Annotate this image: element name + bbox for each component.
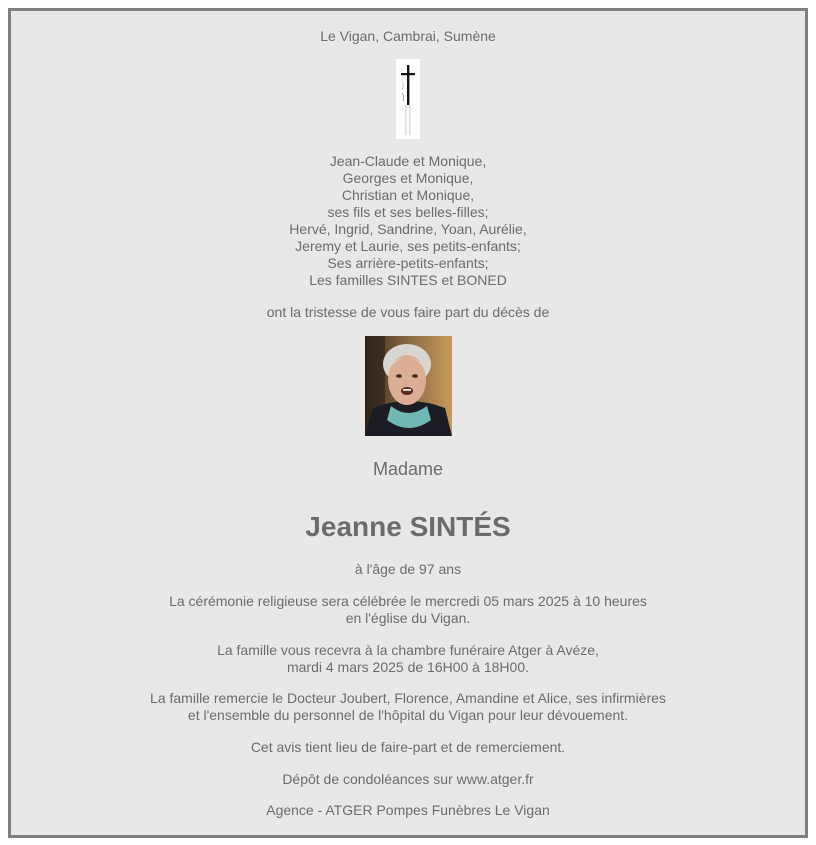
thanks-line: et l'ensemble du personnel de l'hôpital du Vigan pour leur dévouement. <box>187 707 629 723</box>
agency-text: Agence - ATGER Pompes Funèbres Le Vigan <box>266 802 550 818</box>
announcement: ont la tristesse de vous faire part du décès de <box>266 304 550 320</box>
cross-icon <box>396 59 420 139</box>
family-line: Hervé, Ingrid, Sandrine, Yoan, Aurélie, <box>289 221 527 237</box>
deceased-name: Jeanne SINTÉS <box>305 511 511 542</box>
ceremony-line: La cérémonie religieuse sera célébrée le mercredi 05 mars 2025 à 10 heures <box>169 593 647 609</box>
thanks-line: La famille remercie le Docteur Joubert, Florence, Amandine et Alice, ses infirmières <box>150 690 666 706</box>
deceased-age: à l'âge de 97 ans <box>354 561 462 577</box>
reception-line: La famille vous recevra à la chambre funéraire Atger à Avéze, <box>217 642 599 658</box>
portrait-photo <box>365 336 452 436</box>
deceased-title: Madame <box>372 459 444 479</box>
ceremony-line: en l'église du Vigan. <box>345 610 471 626</box>
reception-line: mardi 4 mars 2025 de 16H00 à 18H00. <box>286 659 530 675</box>
family-line: Jean-Claude et Monique, <box>329 153 487 169</box>
locations: Le Vigan, Cambrai, Sumène <box>320 28 496 44</box>
family-line: ses fils et ses belles-filles; <box>327 204 489 220</box>
condolences-text: Dépôt de condoléances sur www.atger.fr <box>282 771 534 787</box>
notice-text: Cet avis tient lieu de faire-part et de remerciement. <box>250 739 566 755</box>
family-line: Jeremy et Laurie, ses petits-enfants; <box>295 238 521 254</box>
family-line: Les familles SINTES et BONED <box>309 272 507 288</box>
obituary-notice <box>8 8 808 838</box>
family-line: Georges et Monique, <box>342 170 474 186</box>
family-line: Ses arrière-petits-enfants; <box>327 255 489 271</box>
family-line: Christian et Monique, <box>341 187 475 203</box>
